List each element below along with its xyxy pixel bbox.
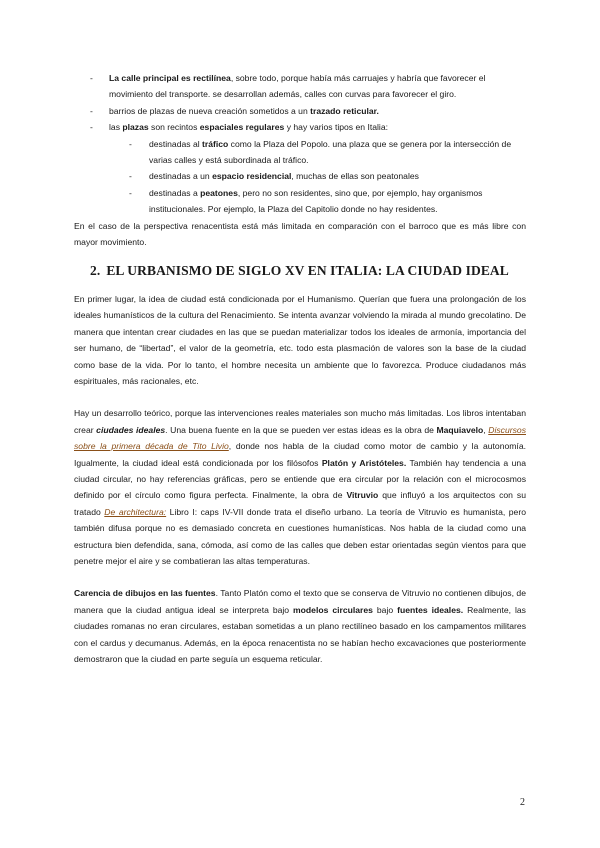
paragraph-text: También hay tendencia a una ciudad circular, no hay referencias gráficas, pero se entiende que era circular por la relación con el microcosmos definido por el círculo como figura perfecta. Finalmente, la obra de bbox=[74, 457, 526, 501]
list-item bbox=[74, 70, 526, 103]
sub-list-item bbox=[74, 168, 526, 184]
bold-text: espaciales regulares bbox=[199, 122, 285, 133]
bold-text: modelos circulares bbox=[293, 604, 373, 615]
section-title: EL URBANISMO DE SIGLO XV EN ITALIA: LA CIUDAD IDEAL bbox=[106, 263, 509, 279]
bold-text: Carencia de dibujos en las fuentes bbox=[74, 588, 216, 599]
bold-text: plazas bbox=[122, 122, 149, 133]
book-title-link[interactable]: Discursos sobre la primera década de Tito Livio bbox=[74, 424, 526, 452]
treatise-title-link[interactable]: De architectura: bbox=[104, 506, 167, 517]
bold-italic-text: ciudades ideales bbox=[96, 424, 166, 435]
list-item-text: , sobre todo, porque había más carruajes y habría que favorecer el movimiento del transporte. se desarrollan además, calles con curvas para favorecer el giro. bbox=[109, 73, 486, 100]
list-bullet: - bbox=[90, 122, 93, 133]
list-item-text: barrios de plazas de nueva creación sometidos a un bbox=[109, 105, 311, 116]
sub-list-item bbox=[74, 136, 526, 169]
page-number: 2 bbox=[520, 797, 525, 808]
paragraph: En el caso de la perspectiva renacentista está más limitada en comparación con el barroco que es más libre con mayor movimiento. bbox=[74, 220, 526, 248]
list-item-text: y hay varios tipos en Italia: bbox=[284, 122, 388, 133]
bold-text: La calle principal es rectilínea bbox=[109, 73, 231, 83]
bold-text: Maquiavelo bbox=[436, 424, 484, 435]
list-bullet: - bbox=[129, 187, 132, 198]
bold-text: trazado reticular. bbox=[310, 105, 379, 116]
list-item-text: las bbox=[109, 122, 123, 133]
list-item-text: destinadas a un bbox=[149, 171, 213, 182]
section-heading bbox=[90, 263, 526, 279]
paragraph bbox=[74, 405, 526, 569]
list-item bbox=[74, 119, 526, 135]
paragraph-text: , donde nos habla de la ciudad como motor de cambio y la autonomía. Igualmente, la ciudad ideal está condicionada por los filósofos bbox=[74, 441, 526, 468]
list-item-text: , pero no son residentes, sino que, por ejemplo, hay organismos institucionales. Por ejemplo, la Plaza del Capitolio donde no hay residentes. bbox=[149, 187, 483, 215]
paragraph: En primer lugar, la idea de ciudad está condicionada por el Humanismo. Querían que fuera una prolongación de los ideales humanísticos de la cultura del Renacimiento. Se intenta avanzar volviendo la mirada al mundo grecolatino. De manera que intentan crear ciudades en las que se puedan materializar todos los ideales de armonía, importancia del ser humano, de “libertad”, el valor de la geometría, etc. todo esta plasmación de valores son la base de la ciudad como base de la vida. Por lo tanto, el hombre necesita un ambiente que lo favorezca. Produce ciudadanos más espirituales, más racionales, etc. bbox=[74, 293, 526, 386]
bold-text: tráfico bbox=[202, 138, 229, 149]
paragraph bbox=[74, 585, 526, 667]
list-bullet: - bbox=[129, 138, 132, 149]
list-item-text: destinadas a bbox=[149, 187, 201, 198]
paragraph-text: Hay un desarrollo teórico, porque las intervenciones reales materiales son mucho más limitadas. Los libros intentaban crear bbox=[74, 408, 526, 435]
list-bullet: - bbox=[90, 105, 93, 116]
paragraph-text: . Una buena fuente en la que se pueden ver estas ideas es la obra de bbox=[165, 424, 437, 435]
paragraph-text: que influyó a los arquitectos con su tratado bbox=[74, 490, 526, 517]
section-number: 2. bbox=[90, 263, 101, 279]
paragraph-text: Realmente, las ciudades romanas no eran circulares, estaban sometidas a un plano rectilíneo basado en los campamentos militares con el cardus y decumanus. Además, en la época renacentista no se habían hecho excavaciones que posteriormente demostraron que la ciudad en parte seguía un esquema reticular. bbox=[74, 604, 526, 664]
list-item-text: , muchas de ellas son peatonales bbox=[291, 171, 419, 182]
paragraph-text: , bbox=[483, 424, 489, 435]
paragraph-text: bajo bbox=[372, 604, 398, 615]
list-item bbox=[74, 103, 526, 119]
bold-text: Platón y Aristóteles. bbox=[321, 457, 407, 468]
bold-text: peatones bbox=[200, 187, 238, 198]
bold-text: fuentes ideales. bbox=[397, 604, 464, 615]
list-item-text: como la Plaza del Popolo. una plaza que se genera por la intersección de varias calles y está subordinada al tráfico. bbox=[149, 138, 512, 166]
bold-text: espacio residencial bbox=[212, 171, 292, 182]
list-bullet: - bbox=[129, 171, 132, 182]
sub-list-item bbox=[74, 185, 526, 218]
page-content bbox=[74, 70, 526, 667]
list-bullet: - bbox=[90, 73, 93, 83]
paragraph-text: . Tanto Platón como el texto que se conserva de Vitruvio no contienen dibujos, de manera que la ciudad antigua ideal se interpreta bajo bbox=[74, 588, 526, 615]
list-item-text: son recintos bbox=[148, 122, 200, 133]
bold-text: Vitruvio bbox=[346, 490, 379, 501]
paragraph-text: Libro I: caps IV-VII donde trata el diseño urbano. La teoría de Vitruvio es humanista, pero también difusa porque no es demasiado concreta en cuestiones humanísticas. Nos habla de la ciudad como una estructura bien defendida, sana, cómoda, así como de las calles que deben estar orientadas según vientos para que penetre mejor el aire y se combatieran las altas temperaturas. bbox=[74, 506, 526, 566]
list-item-text: destinadas al bbox=[149, 138, 203, 149]
